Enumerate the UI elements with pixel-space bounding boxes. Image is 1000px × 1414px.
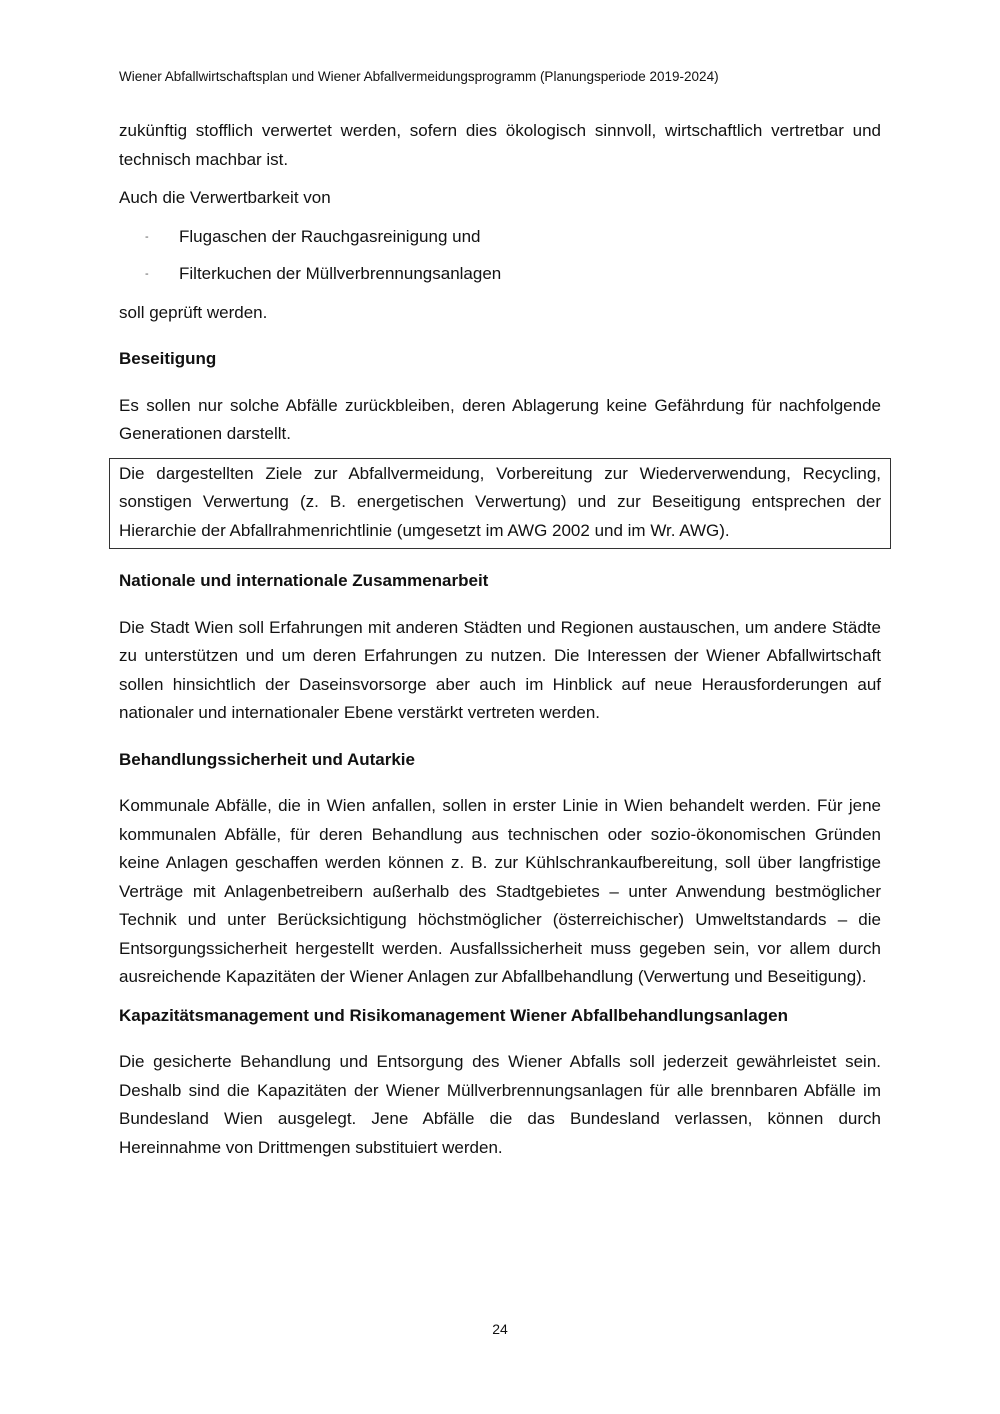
dash-list: [119, 223, 881, 289]
section-heading-autarkie: Behandlungssicherheit und Autarkie: [119, 749, 415, 769]
paragraph-continued: zukünftig stofflich verwertet werden, sofern dies ökologisch sinnvoll, wirtschaftlich vertretbar und technisch machbar ist.: [119, 121, 881, 169]
section-heading-beseitigung: Beseitigung: [119, 349, 217, 368]
paragraph-beseitigung: Es sollen nur solche Abfälle zurückbleiben, deren Ablagerung keine Gefährdung für nachfolgende Generationen darstellt.: [119, 395, 881, 443]
dash-marker: -: [145, 268, 149, 280]
list-item: [119, 223, 881, 252]
section-heading-zusammenarbeit: Nationale und internationale Zusammenarbeit: [119, 571, 489, 590]
section-heading-kapazitaet: Kapazitätsmanagement und Risikomanagement Wiener Abfallbehandlungsanlagen: [119, 1005, 788, 1025]
paragraph-zusammenarbeit: Die Stadt Wien soll Erfahrungen mit anderen Städten und Regionen austauschen, um andere Städte zu unterstützen und um deren Erfahrungen zu nutzen. Die Interessen der Wiener Abfallwirtschaft sollen hinsichtlich der Daseinsvorsorge aber auch im Hinblick auf neue Herausforderungen auf nationaler und internationaler Ebene verstärkt vertreten werden.: [119, 617, 881, 722]
paragraph-verwertbarkeit: Auch die Verwertbarkeit von: [119, 188, 331, 207]
list-item-text: Flugaschen der Rauchgasreinigung und: [179, 226, 481, 246]
page-number: 24: [492, 1321, 508, 1337]
highlight-box: Die dargestellten Ziele zur Abfallvermeidung, Vorbereitung zur Wiederverwendung, Recycling, sonstigen Verwertung (z. B. energetischen Verwertung) und zur Beseitigung entsprechen der Hierarchie der Abfallrahmenrichtlinie (umgesetzt im AWG 2002 und im Wr. AWG).: [109, 458, 891, 550]
page-content: [119, 117, 881, 1162]
list-item: [119, 260, 881, 289]
paragraph-autarkie: Kommunale Abfälle, die in Wien anfallen, sollen in erster Linie in Wien behandelt werden. Für jene kommunalen Abfälle, für deren Behandlung aus technischen oder sozio-ökonomischen Gründen keine Anlagen geschaffen werden können z. B. zur Kühlschrankaufbereitung, soll über langfristige Verträge mit Anlagenbetreibern außerhalb des Stadtgebietes – unter Anwendung bestmöglicher Technik und unter Berücksichtigung höchstmöglicher (österreichischer) Umweltstandards – die Entsorgungssicherheit hergestellt werden. Ausfallssicherheit muss gegeben sein, vor allem durch ausreichende Kapazitäten der Wiener Anlagen zur Abfallbehandlung (Verwertung und Beseitigung).: [119, 796, 881, 986]
running-header: Wiener Abfallwirtschaftsplan und Wiener Abfallvermeidungsprogramm (Planungsperiode 2019-2024): [119, 69, 719, 84]
dash-marker: -: [145, 230, 149, 243]
paragraph-geprueft: soll geprüft werden.: [119, 302, 268, 322]
list-item-text: Filterkuchen der Müllverbrennungsanlagen: [179, 264, 502, 283]
paragraph-kapazitaet: Die gesicherte Behandlung und Entsorgung des Wiener Abfalls soll jederzeit gewährleistet sein. Deshalb sind die Kapazitäten der Wiener Müllverbrennungsanlagen für alle brennbaren Abfälle im Bundesland Wien ausgelegt. Jene Abfälle die das Bundesland verlassen, können durch Hereinnahme von Drittmengen substituiert werden.: [119, 1052, 881, 1157]
